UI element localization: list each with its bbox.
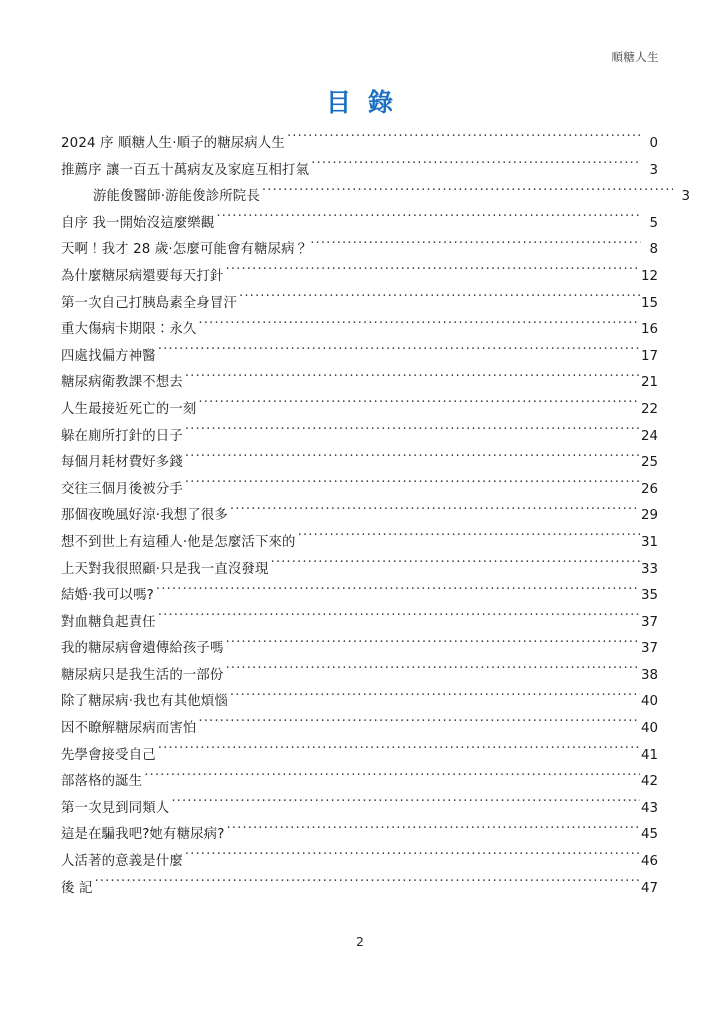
toc-entry-page-number: 8 — [649, 242, 658, 258]
toc-entry-page-number: 5 — [649, 215, 658, 231]
toc-entry[interactable] — [61, 450, 658, 477]
toc-entry-page-number: 46 — [640, 854, 658, 870]
toc-entry-page-number: 22 — [640, 401, 658, 417]
toc-entry-leader-dots — [230, 506, 640, 519]
toc-entry-title: 2024 序 順糖人生‧順子的糖尿病人生 — [61, 136, 285, 151]
toc-entry-leader-dots — [171, 798, 640, 811]
toc-entry[interactable] — [61, 636, 658, 663]
toc-entry-title: 那個夜晚風好涼‧我想了很多 — [61, 508, 228, 524]
toc-entry[interactable] — [61, 477, 658, 504]
toc-entry-page-number: 16 — [640, 322, 658, 338]
toc-entry-page-number: 37 — [640, 614, 658, 630]
toc-entry-title: 我的糖尿病會遺傳給孩子嗎 — [61, 641, 224, 657]
toc-entry-title: 人生最接近死亡的一刻 — [61, 401, 197, 417]
toc-entry-leader-dots — [185, 479, 640, 492]
toc-entry[interactable] — [61, 849, 658, 876]
toc-entry-leader-dots — [239, 293, 640, 306]
toc-entry[interactable] — [61, 370, 658, 397]
toc-entry-title: 想不到世上有這種人‧他是怎麼活下來的 — [61, 534, 296, 550]
toc-entry-page-number: 45 — [640, 827, 658, 843]
toc-entry-leader-dots — [226, 825, 639, 838]
toc-entry-leader-dots — [310, 240, 641, 253]
running-header-title: 順糖人生 — [611, 50, 659, 64]
toc-entry[interactable] — [61, 317, 658, 344]
toc-entry[interactable] — [61, 211, 658, 238]
toc-entry-page-number: 42 — [640, 774, 658, 790]
toc-entry-leader-dots — [271, 559, 640, 572]
toc-entry-title: 因不瞭解糖尿病而害怕 — [61, 721, 197, 737]
toc-entry-page-number: 24 — [640, 428, 658, 444]
toc-entry[interactable] — [61, 716, 658, 743]
toc-entry-leader-dots — [156, 586, 640, 599]
toc-entry[interactable] — [61, 344, 658, 371]
toc-entry-title: 部落格的誕生 — [61, 774, 143, 790]
toc-entry-leader-dots — [226, 665, 640, 678]
toc-entry-leader-dots — [198, 320, 640, 333]
toc-entry[interactable] — [61, 796, 658, 823]
toc-entry-page-number: 12 — [640, 268, 658, 284]
toc-entry-title: 先學會接受自己 — [61, 747, 156, 763]
toc-entry-title: 重大傷病卡期限：永久 — [61, 322, 197, 338]
toc-entry-leader-dots — [262, 187, 673, 200]
toc-entry-title: 交往三個月後被分手 — [61, 481, 183, 497]
toc-entry-leader-dots — [185, 453, 640, 466]
toc-entry-leader-dots — [144, 772, 640, 785]
toc-entry[interactable] — [61, 557, 658, 584]
toc-entry-title: 推薦序 讓一百五十萬病友及家庭互相打氣 — [61, 162, 310, 178]
toc-entry-page-number: 25 — [640, 455, 658, 471]
toc-entry[interactable] — [61, 610, 658, 637]
toc-entry-title: 天啊！我才 28 歲‧怎麼可能會有糖尿病？ — [61, 242, 309, 258]
toc-entry-leader-dots — [298, 533, 640, 546]
toc-entry-page-number: 0 — [649, 136, 658, 151]
toc-entry-title: 人活著的意義是什麼 — [61, 854, 183, 870]
toc-entry-page-number: 43 — [640, 800, 658, 816]
toc-entry[interactable] — [61, 822, 658, 849]
toc-entry[interactable] — [61, 397, 658, 424]
page-title — [0, 88, 720, 118]
toc-entry-title: 第一次自己打胰島素全身冒汗 — [61, 295, 238, 311]
toc-entry-page-number: 3 — [681, 189, 690, 205]
toc-entry-leader-dots — [158, 745, 640, 758]
toc-entry-leader-dots — [185, 373, 640, 386]
page-title-char-1: 目 — [325, 88, 352, 117]
toc-entry-page-number: 29 — [640, 508, 658, 524]
toc-entry[interactable] — [61, 264, 658, 291]
toc-entry-leader-dots — [311, 160, 641, 173]
toc-entry-page-number: 47 — [640, 880, 658, 896]
toc-entry-page-number: 41 — [640, 747, 658, 763]
toc-entry-title: 糖尿病只是我生活的一部份 — [61, 667, 224, 683]
page-title-char-2: 錄 — [368, 88, 395, 117]
toc-entry-leader-dots — [230, 692, 640, 705]
toc-entry[interactable] — [61, 743, 658, 770]
toc-entry-title: 每個月耗材費好多錢 — [61, 455, 183, 471]
toc-entry-leader-dots — [185, 426, 640, 439]
toc-entry-page-number: 3 — [649, 162, 658, 178]
toc-entry-leader-dots — [226, 267, 640, 280]
toc-entry-title: 除了糖尿病‧我也有其他煩惱 — [61, 694, 228, 710]
toc-entry-title: 第一次見到同類人 — [61, 800, 170, 816]
toc-entry-title: 為什麼糖尿病還要每天打針 — [61, 268, 224, 284]
toc-entry-page-number: 40 — [640, 721, 658, 737]
toc-entry[interactable] — [61, 158, 658, 185]
toc-entry[interactable] — [61, 184, 690, 211]
toc-entry-leader-dots — [287, 134, 641, 147]
toc-entry-page-number: 37 — [640, 641, 658, 657]
toc-entry-title: 結婚‧我可以嗎? — [61, 588, 154, 604]
toc-entry-title: 上天對我很照顧‧只是我一直沒發現 — [61, 561, 269, 577]
toc-entry[interactable] — [61, 689, 658, 716]
toc-entry-leader-dots — [185, 852, 640, 865]
toc-entry[interactable] — [61, 876, 658, 903]
toc-entry-title: 糖尿病衛教課不想去 — [61, 375, 183, 391]
footer-page-number: 2 — [356, 934, 364, 949]
toc-entry-title: 這是在騙我吧?她有糖尿病? — [61, 827, 225, 843]
toc-entry-title: 游能俊醫師‧游能俊診所院長 — [93, 189, 260, 205]
toc-entry-page-number: 40 — [640, 694, 658, 710]
toc-entry-leader-dots — [216, 213, 641, 226]
toc-entry-leader-dots — [95, 878, 640, 891]
toc-entry[interactable] — [61, 424, 658, 451]
toc-entry-page-number: 31 — [640, 534, 658, 550]
toc-entry-page-number: 38 — [640, 667, 658, 683]
toc-entry-leader-dots — [198, 400, 640, 413]
toc-entry[interactable] — [61, 769, 658, 796]
toc-entry[interactable] — [61, 663, 658, 690]
toc-entry[interactable] — [61, 131, 658, 158]
toc-entry-page-number: 35 — [640, 588, 658, 604]
toc-entry-title: 對血糖負起責任 — [61, 614, 156, 630]
toc-entry-title: 後 記 — [61, 880, 93, 896]
table-of-contents-list — [61, 131, 690, 902]
toc-entry[interactable] — [61, 291, 658, 318]
toc-entry-title: 躲在廁所打針的日子 — [61, 428, 183, 444]
toc-entry-title: 四處找偏方神醫 — [61, 348, 156, 364]
toc-entry[interactable] — [61, 530, 658, 557]
toc-entry-page-number: 15 — [640, 295, 658, 311]
toc-entry-leader-dots — [198, 719, 640, 732]
toc-entry-leader-dots — [226, 639, 640, 652]
toc-entry[interactable] — [61, 237, 658, 264]
toc-entry-page-number: 21 — [640, 375, 658, 391]
toc-entry-page-number: 17 — [640, 348, 658, 364]
toc-entry-page-number: 26 — [640, 481, 658, 497]
toc-entry-page-number: 33 — [640, 561, 658, 577]
toc-entry-leader-dots — [158, 346, 640, 359]
toc-entry-leader-dots — [158, 612, 640, 625]
toc-entry[interactable] — [61, 583, 658, 610]
toc-entry[interactable] — [61, 503, 658, 530]
toc-entry-title: 自序 我一開始沒這麼樂觀 — [61, 215, 215, 231]
